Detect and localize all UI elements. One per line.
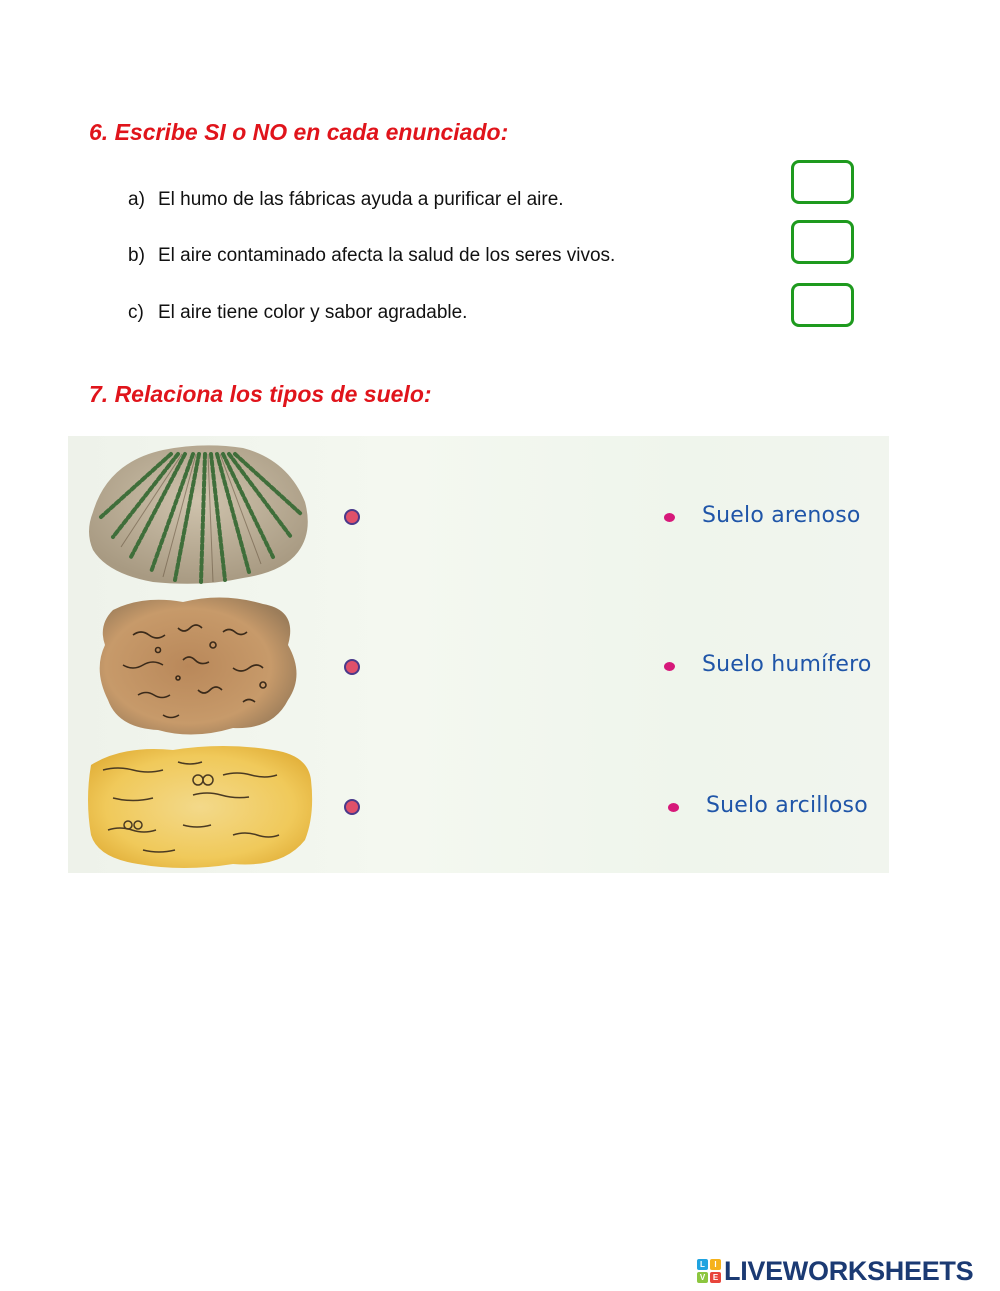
right-match-dot-1[interactable] bbox=[664, 513, 675, 522]
soil-label-arenoso: Suelo arenoso bbox=[702, 503, 861, 528]
logo-letter-v: V bbox=[697, 1272, 708, 1283]
answer-box-b[interactable] bbox=[791, 220, 854, 264]
soil-label-humifero: Suelo humífero bbox=[702, 652, 872, 677]
right-match-dot-2[interactable] bbox=[664, 662, 675, 671]
right-match-dot-3[interactable] bbox=[668, 803, 679, 812]
statement-a bbox=[128, 189, 564, 211]
brand-name: LIVEWORKSHEETS bbox=[724, 1255, 974, 1286]
soil-matching-panel bbox=[68, 436, 889, 873]
liveworksheets-brand bbox=[697, 1256, 973, 1286]
logo-letter-l: L bbox=[697, 1259, 708, 1270]
soil-label-arcilloso: Suelo arcilloso bbox=[706, 793, 868, 818]
left-match-dot-1[interactable] bbox=[344, 509, 360, 525]
answer-box-c[interactable] bbox=[791, 283, 854, 327]
statement-letter: b) bbox=[128, 245, 145, 266]
statement-c bbox=[128, 302, 467, 324]
clay-soil-image bbox=[83, 740, 315, 872]
liveworksheets-logo bbox=[697, 1259, 721, 1283]
cultivated-soil-image bbox=[83, 442, 315, 590]
humus-soil-image bbox=[83, 590, 315, 740]
logo-letter-e: E bbox=[710, 1272, 721, 1283]
left-match-dot-2[interactable] bbox=[344, 659, 360, 675]
statement-text: El humo de las fábricas ayuda a purificar el aire. bbox=[158, 189, 564, 210]
section-6-title: 6. Escribe SI o NO en cada enunciado: bbox=[89, 119, 509, 145]
statement-text: El aire tiene color y sabor agradable. bbox=[158, 302, 468, 323]
section-7-title: 7. Relaciona los tipos de suelo: bbox=[89, 381, 432, 407]
statement-letter: c) bbox=[128, 302, 144, 323]
statement-b bbox=[128, 245, 615, 267]
answer-box-a[interactable] bbox=[791, 160, 854, 204]
left-match-dot-3[interactable] bbox=[344, 799, 360, 815]
statement-letter: a) bbox=[128, 189, 145, 210]
logo-letter-i: I bbox=[710, 1259, 721, 1270]
statement-text: El aire contaminado afecta la salud de los seres vivos. bbox=[158, 245, 616, 266]
